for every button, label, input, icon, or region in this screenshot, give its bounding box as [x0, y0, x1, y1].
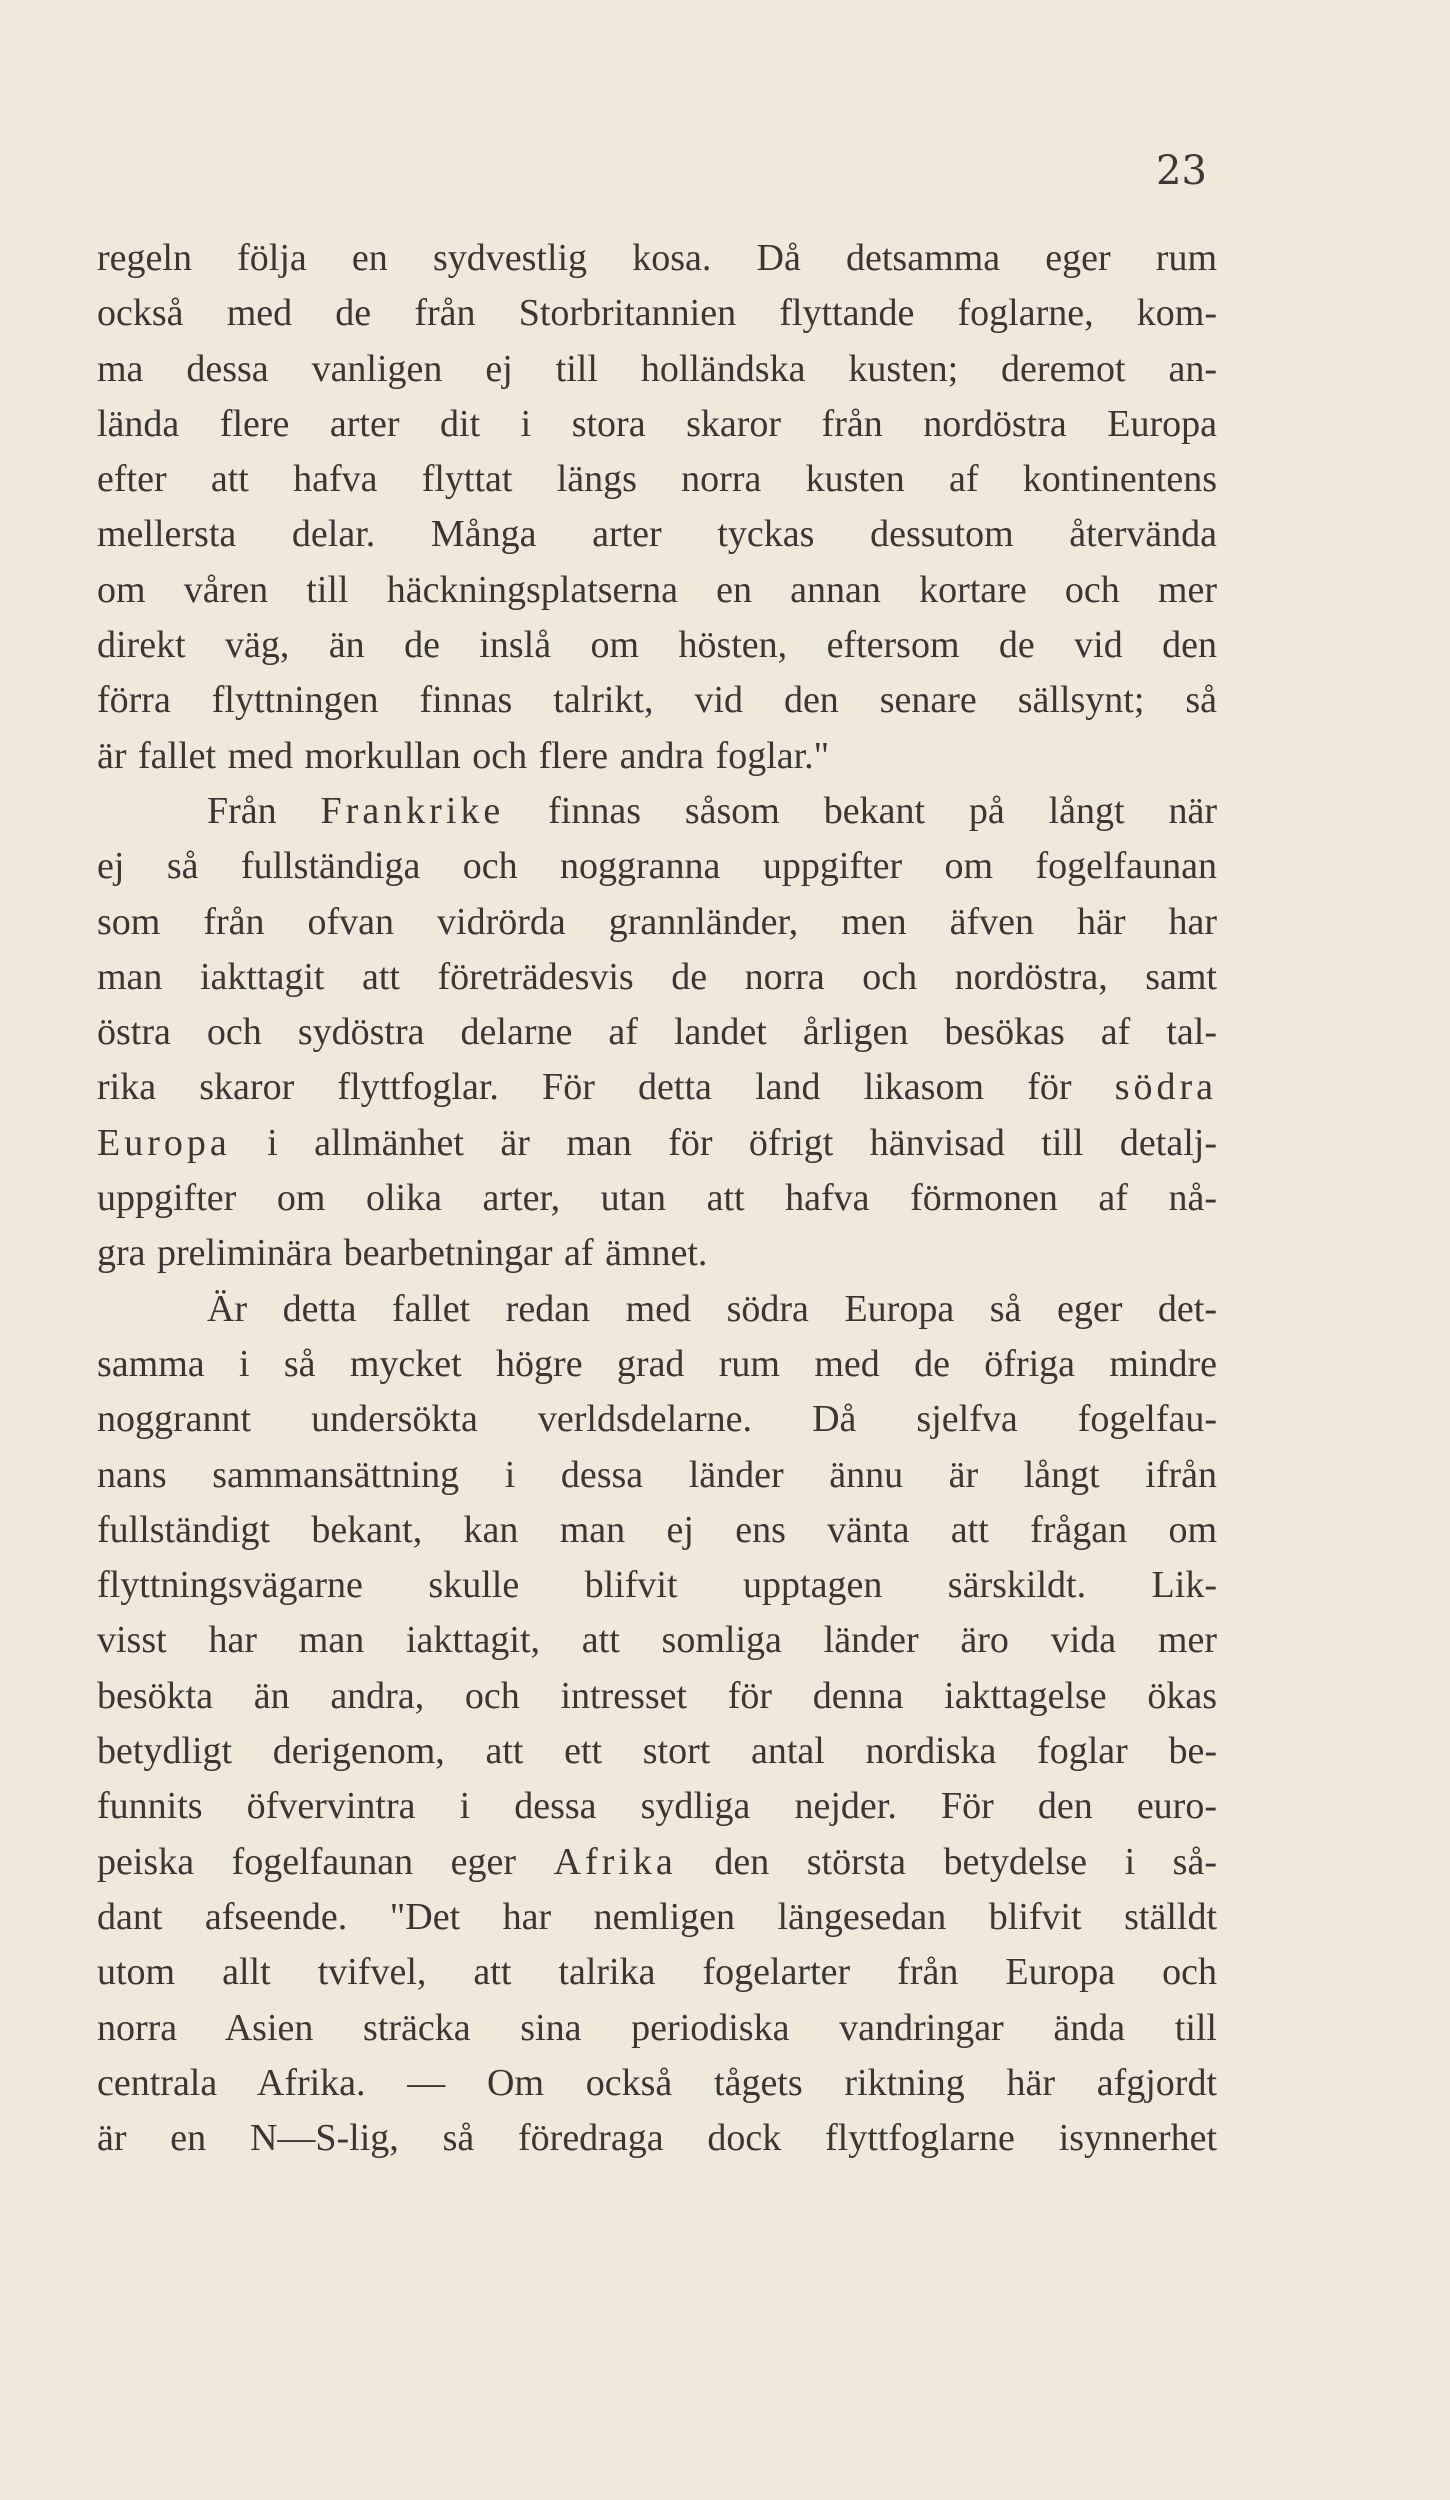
spaced-word: Frankrike: [320, 789, 505, 832]
body-text: [97, 231, 1217, 2166]
text-line: är en N—S-lig, så föredraga dock flyttfoglarne isynnerhet: [97, 2117, 1217, 2160]
text-line: samma i så mycket högre grad rum med de öfriga mindre: [97, 1342, 1217, 1385]
text-line: besökta än andra, och intresset för denna iakttagelse ökas: [97, 1674, 1217, 1717]
text-line: centrala Afrika. — Om också tågets riktning här afgjordt: [97, 2061, 1217, 2104]
text-line: man iakttagit att företrädesvis de norra och nordöstra, samt: [97, 955, 1217, 998]
text-line: östra och sydöstra delarne af landet årligen besökas af tal-: [97, 1011, 1217, 1054]
text-line: lända flere arter dit i stora skaror från nordöstra Europa: [97, 402, 1217, 445]
text-line: Europa i allmänhet är man för öfrigt hänvisad till detalj-: [97, 1121, 1217, 1164]
text-line: noggrannt undersökta verldsdelarne. Då sjelfva fogelfau-: [97, 1398, 1217, 1441]
text-line: är fallet med morkullan och flere andra foglar.": [97, 734, 830, 777]
spaced-word: Afrika: [553, 1840, 677, 1883]
text-line: gra preliminära bearbetningar af ämnet.: [97, 1232, 708, 1275]
text-line: om våren till häckningsplatserna en annan kortare och mer: [97, 568, 1217, 611]
text-line: som från ofvan vidrörda grannländer, men äfven här har: [97, 900, 1217, 943]
text-line: visst har man iakttagit, att somliga länder äro vida mer: [97, 1619, 1217, 1662]
text-line: rika skaror flyttfoglar. För detta land likasom för södra: [97, 1066, 1217, 1109]
text-line: förra flyttningen finnas talrikt, vid den senare sällsynt; så: [97, 679, 1217, 722]
spaced-word: Europa: [97, 1121, 231, 1164]
text-line: direkt väg, än de inslå om hösten, eftersom de vid den: [97, 624, 1217, 667]
text-line: peiska fogelfaunan eger Afrika den största betydelse i så-: [97, 1840, 1217, 1883]
text-line: regeln följa en sydvestlig kosa. Då detsamma eger rum: [97, 237, 1217, 279]
text-line: funnits öfvervintra i dessa sydliga nejder. För den euro-: [97, 1785, 1217, 1828]
page-number: 23: [1156, 148, 1207, 194]
text-line: mellersta delar. Många arter tyckas dessutom återvända: [97, 513, 1217, 556]
text-line: ma dessa vanligen ej till holländska kusten; deremot an-: [97, 347, 1217, 390]
text-line: dant afseende. "Det har nemligen längesedan blifvit ställdt: [97, 1895, 1217, 1938]
text-line: norra Asien sträcka sina periodiska vandringar ända till: [97, 2006, 1217, 2049]
text-line: uppgifter om olika arter, utan att hafva förmonen af nå-: [97, 1177, 1217, 1220]
text-line: utom allt tvifvel, att talrika fogelarter från Europa och: [97, 1951, 1217, 1994]
text-line: nans sammansättning i dessa länder ännu är långt ifrån: [97, 1453, 1217, 1496]
spaced-word: södra: [1114, 1066, 1217, 1109]
text-line: också med de från Storbritannien flyttande foglarne, kom-: [97, 292, 1217, 335]
text-line: betydligt derigenom, att ett stort antal nordiska foglar be-: [97, 1730, 1217, 1773]
text-line: fullständigt bekant, kan man ej ens vänta att frågan om: [97, 1508, 1217, 1551]
text-line: Är detta fallet redan med södra Europa så eger det-: [207, 1287, 1217, 1330]
text-line: Från Frankrike finnas såsom bekant på långt när: [207, 789, 1217, 832]
text-line: efter att hafva flyttat längs norra kusten af kontinentens: [97, 458, 1217, 501]
text-line: ej så fullständiga och noggranna uppgifter om fogelfaunan: [97, 845, 1217, 888]
text-line: flyttningsvägarne skulle blifvit upptagen särskildt. Lik-: [97, 1564, 1217, 1607]
